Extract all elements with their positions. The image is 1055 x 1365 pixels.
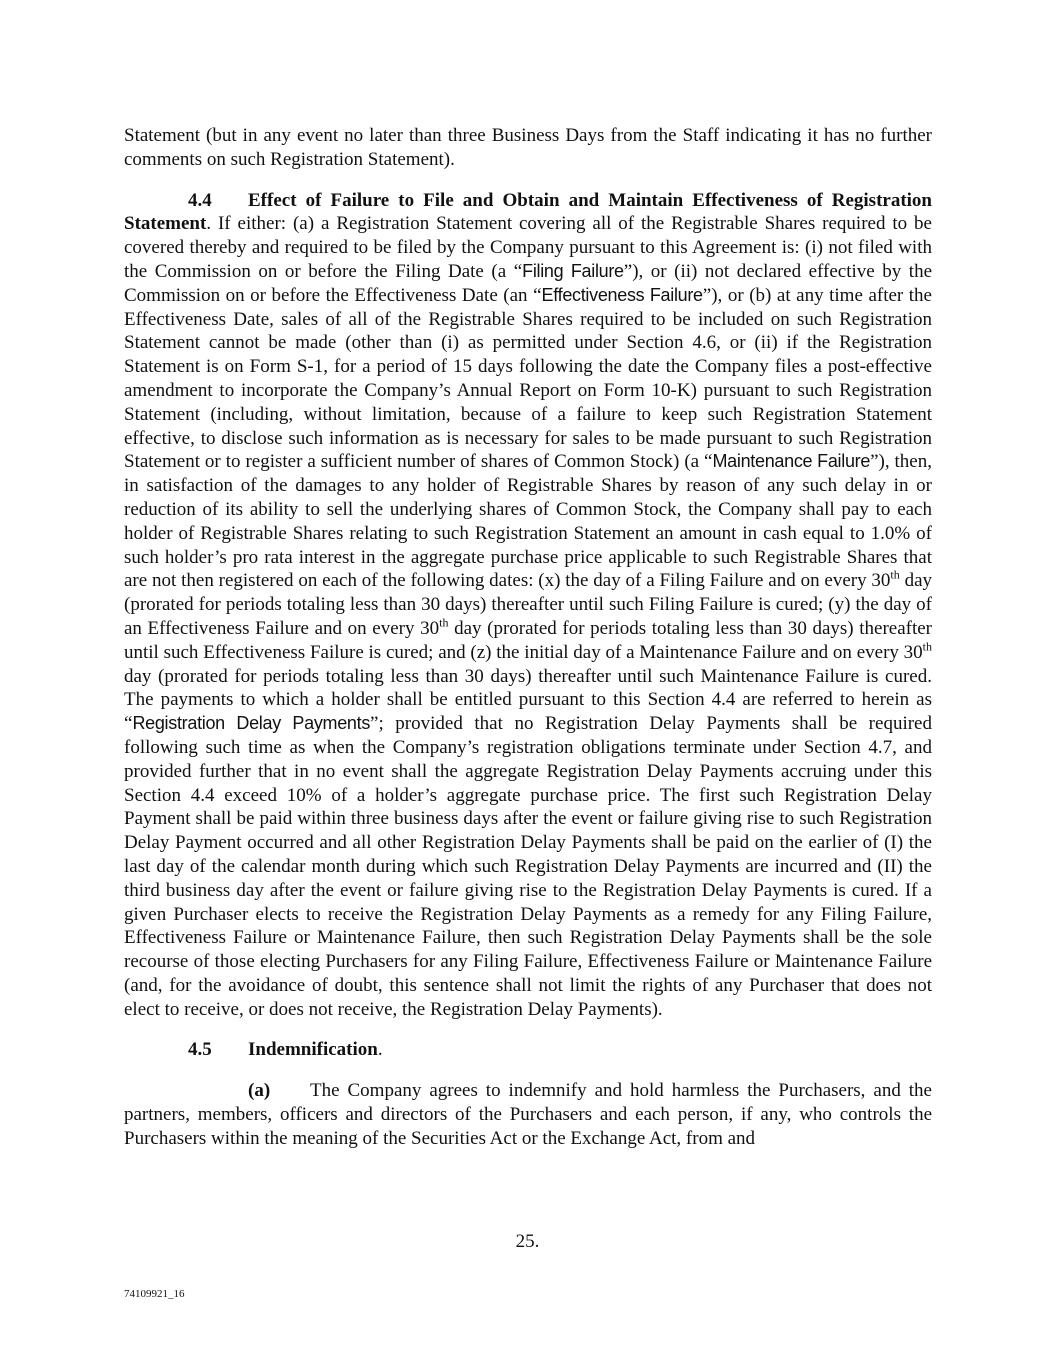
- defined-term: Effectiveness Failure: [541, 284, 703, 305]
- document-id: 74109921_16: [124, 1288, 185, 1300]
- subsection-4-5-a: [124, 1079, 932, 1150]
- section-heading: Effect of Failure to File and Obtain and Maintain Effectiveness of Registration Statement: [124, 189, 932, 235]
- defined-term: Filing Failure: [522, 260, 624, 281]
- ordinal-superscript: th: [890, 568, 900, 583]
- defined-term: Registration Delay Payments: [132, 713, 371, 734]
- ordinal-superscript: th: [439, 615, 449, 630]
- paragraph-continuation: [124, 124, 932, 172]
- section-4-4: [124, 189, 932, 1022]
- ordinal-superscript: th: [922, 639, 932, 654]
- section-number: 4.5: [188, 1039, 212, 1061]
- section-text: ”), then, in satisfaction of the damages to any holder of Registrable Shares by reason of any such delay in or reduction of its ability to sell the underlying shares of Common Stock, the Company shall pay to each holder of Registrable Shares relating to such Registration Statement an amount in cash equal to 1.0% of such holder’s pro rata interest in the aggregate purchase price applicable to such Registrable Shares that are not then registered on each of the following dates: (x) the day of a Filing Failure and on every 30: [124, 451, 932, 592]
- section-text: ”; provided that no Registration Delay Payments shall be required following such time as when the Company’s registration obligations terminate under Section 4.7, and provided further that in no event shall the aggregate Registration Delay Payments accruing under this Section 4.4 exceed 10% of a holder’s aggregate purchase price. The first such Registration Delay Payment shall be paid within three business days after the event or failure giving rise to such Registration Delay Payment occurred and all other Registration Delay Payments shall be paid on the earlier of (I) the last day of the calendar month during which such Registration Delay Payments are incurred and (II) the third business day after the event or failure giving rise to the Registration Delay Payments is cured. If a given Purchaser elects to receive the Registration Delay Payments as a remedy for any Filing Failure, Effectiveness Failure or Maintenance Failure, then such Registration Delay Payments shall be the sole recourse of those electing Purchasers for any Filing Failure, Effectiveness Failure or Maintenance Failure (and, for the avoidance of doubt, this sentence shall not limit the rights of any Purchaser that does not elect to receive, or does not receive, the Registration Delay Payments).: [124, 713, 932, 1020]
- subsection-label: (a): [248, 1080, 271, 1102]
- paragraph-text: Statement (but in any event no later than three Business Days from the Staff indicating it has no further comments on such Registration Statement).: [124, 125, 932, 170]
- section-text: day (prorated for periods totaling less than 30 days) thereafter until such Filing Failure is cured; (y) the day of an Effectiveness Failure and on every 30: [124, 570, 933, 639]
- section-text: day (prorated for periods totaling less than 30 days) thereafter until such Maintenance Failure is cured. The payments to which a holder shall be entitled pursuant to this Section 4.4 are referred to herein as “: [124, 665, 932, 735]
- page-number: 25.: [515, 1231, 540, 1252]
- section-text: day (prorated for periods totaling less than 30 days) thereafter until such Effectiveness Failure is cured; and (z) the initial day of a Maintenance Failure and on every 30: [124, 617, 932, 663]
- section-text: ”), or (ii) not declared effective by the Commission on or before the Effectiveness Date (an “: [124, 260, 932, 306]
- defined-term: Maintenance Failure: [712, 451, 871, 472]
- section-heading: Indemnification: [248, 1039, 378, 1061]
- document-body: [124, 124, 932, 1168]
- section-4-5: [124, 1038, 932, 1062]
- section-text: . If either: (a) a Registration Statement covering all of the Registrable Shares required to be covered thereby and required to be filed by the Company pursuant to this Agreement is: (i) not filed with the Commission on or before the Filing Date (a “: [124, 213, 932, 282]
- section-heading-tail: .: [377, 1039, 383, 1061]
- subsection-text: The Company agrees to indemnify and hold harmless the Purchasers, and the partners, members, officers and directors of the Purchasers and each person, if any, who controls the Purchasers within the meaning of the Securities Act or the Exchange Act, from and: [124, 1080, 932, 1149]
- section-number: 4.4: [188, 189, 212, 211]
- section-text: ”), or (b) at any time after the Effectiveness Date, sales of all of the Registrable Shares required to be included on such Registration Statement cannot be made (other than (i) as permitted under Section 4.6, or (ii) if the Registration Statement is on Form S-1, for a period of 15 days following the date the Company files a post-effective amendment to incorporate the Company’s Annual Report on Form 10-K) pursuant to such Registration Statement (including, without limitation, because of a failure to keep such Registration Statement effective, to disclose such information as is necessary for sales to be made pursuant to such Registration Statement or to register a sufficient number of shares of Common Stock) (a “: [124, 284, 932, 473]
